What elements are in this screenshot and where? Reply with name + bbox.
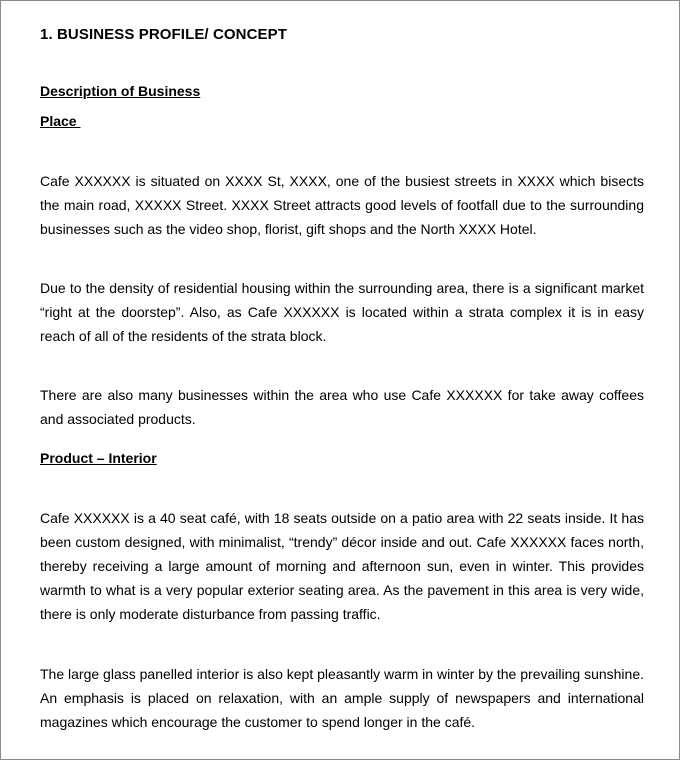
section-heading-description: Description of Business — [40, 83, 201, 99]
paragraph-place-location: Cafe XXXXXX is situated on XXXX St, XXXX, one of the busiest streets in XXXX which bisects the main road, XXXXX Street. XXXX Street attracts good levels of footfall due to the surrounding businesses such as the video shop, florist, gift shops and the North XXXX Hotel. — [40, 173, 644, 237]
subheading-product-interior: Product – Interior — [40, 450, 157, 466]
document-title: 1. BUSINESS PROFILE/ CONCEPT — [40, 26, 288, 43]
subheading-place: Place — [40, 113, 81, 129]
paragraph-place-businesses: There are also many businesses within the area who use Cafe XXXXXX for take away coffees and associated products. — [40, 387, 644, 427]
paragraph-place-residential: Due to the density of residential housing within the surrounding area, there is a significant market “right at the doorstep”. Also, as Cafe XXXXXX is located within a strata complex it is in easy reach of all of the residents of the strata block. — [40, 280, 644, 344]
paragraph-product-interior: The large glass panelled interior is also kept pleasantly warm in winter by the prevailing sunshine. An emphasis is placed on relaxation, with an ample supply of newspapers and international magazines which encourage the customer to spend longer in the café. — [40, 666, 644, 730]
paragraph-product-seating: Cafe XXXXXX is a 40 seat café, with 18 seats outside on a patio area with 22 seats inside. It has been custom designed, with minimalist, “trendy” décor inside and out. Cafe XXXXXX faces north, thereby receiving a large amount of morning and afternoon sun, even in winter. This provides warmth to what is a very popular exterior seating area. As the pavement in this area is very wide, there is only moderate disturbance from passing traffic. — [40, 510, 644, 622]
